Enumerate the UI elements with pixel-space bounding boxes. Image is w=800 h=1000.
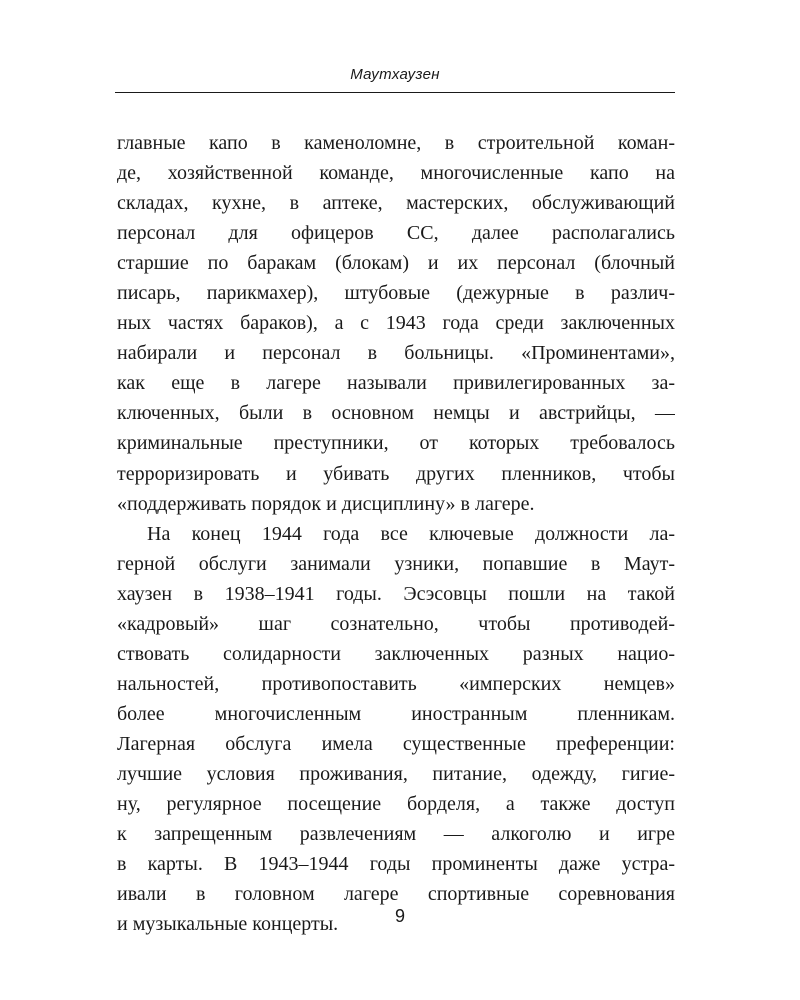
text-line: лучшие условия проживания, питание, одежду, гигие- [117,762,675,785]
text-line: более многочисленным иностранным пленникам. [117,702,675,725]
text-line: складах, кухне, в аптеке, мастерских, обслуживающий [117,192,675,215]
text-line: ивали в головном лагере спортивные соревнования [117,883,675,906]
text-line: нальностей, противопоставить «имперских немцев» [117,672,675,695]
page-number: 9 [394,906,405,926]
text-line: к запрещенным развлечениям — алкоголю и игре [117,823,675,846]
text-line: старшие по баракам (блокам) и их персонал (блочный [117,252,675,275]
text-line: главные капо в каменоломне, в строительной коман- [117,132,675,154]
text-line: ключенных, были в основном немцы и австрийцы, — [117,402,675,425]
text-line: ствовать солидарности заключенных разных нацио- [117,642,675,665]
paragraph-first-line: На конец 1944 года все ключевые должности ла- [147,522,675,545]
running-head: Маутхаузен [350,66,440,83]
text-line: криминальные преступники, от которых требовалось [117,432,675,455]
text-line: и музыкальные концерты. [117,913,339,936]
text-line: персонал для офицеров СС, далее располагались [117,222,675,245]
text-line: «кадровый» шаг сознательно, чтобы противодей- [117,612,675,635]
text-line: терроризировать и убивать других пленников, чтобы [117,462,675,485]
text-line: де, хозяйственной команде, многочисленные капо на [117,162,675,185]
text-line: герной обслуги занимали узники, попавшие в Маут- [117,552,675,575]
header-rule [115,92,675,93]
text-line: набирали и персонал в больницы. «Проминентами», [117,342,675,365]
text-line: в карты. В 1943–1944 годы проминенты даже устра- [117,853,675,876]
text-line: хаузен в 1938–1941 годы. Эсэсовцы пошли на такой [117,582,675,605]
text-line: как еще в лагере называли привилегированных за- [117,372,675,395]
text-line: ну, регулярное посещение борделя, а также доступ [117,793,675,816]
text-line: писарь, парикмахер), штубовые (дежурные в различ- [117,282,675,305]
body-text [117,128,675,939]
text-line: Лагерная обслуга имела существенные преференции: [117,732,675,755]
text-line: «поддерживать порядок и дисциплину» в лагере. [117,492,535,515]
text-line: ных частях бараков), а с 1943 года среди заключенных [117,312,675,335]
